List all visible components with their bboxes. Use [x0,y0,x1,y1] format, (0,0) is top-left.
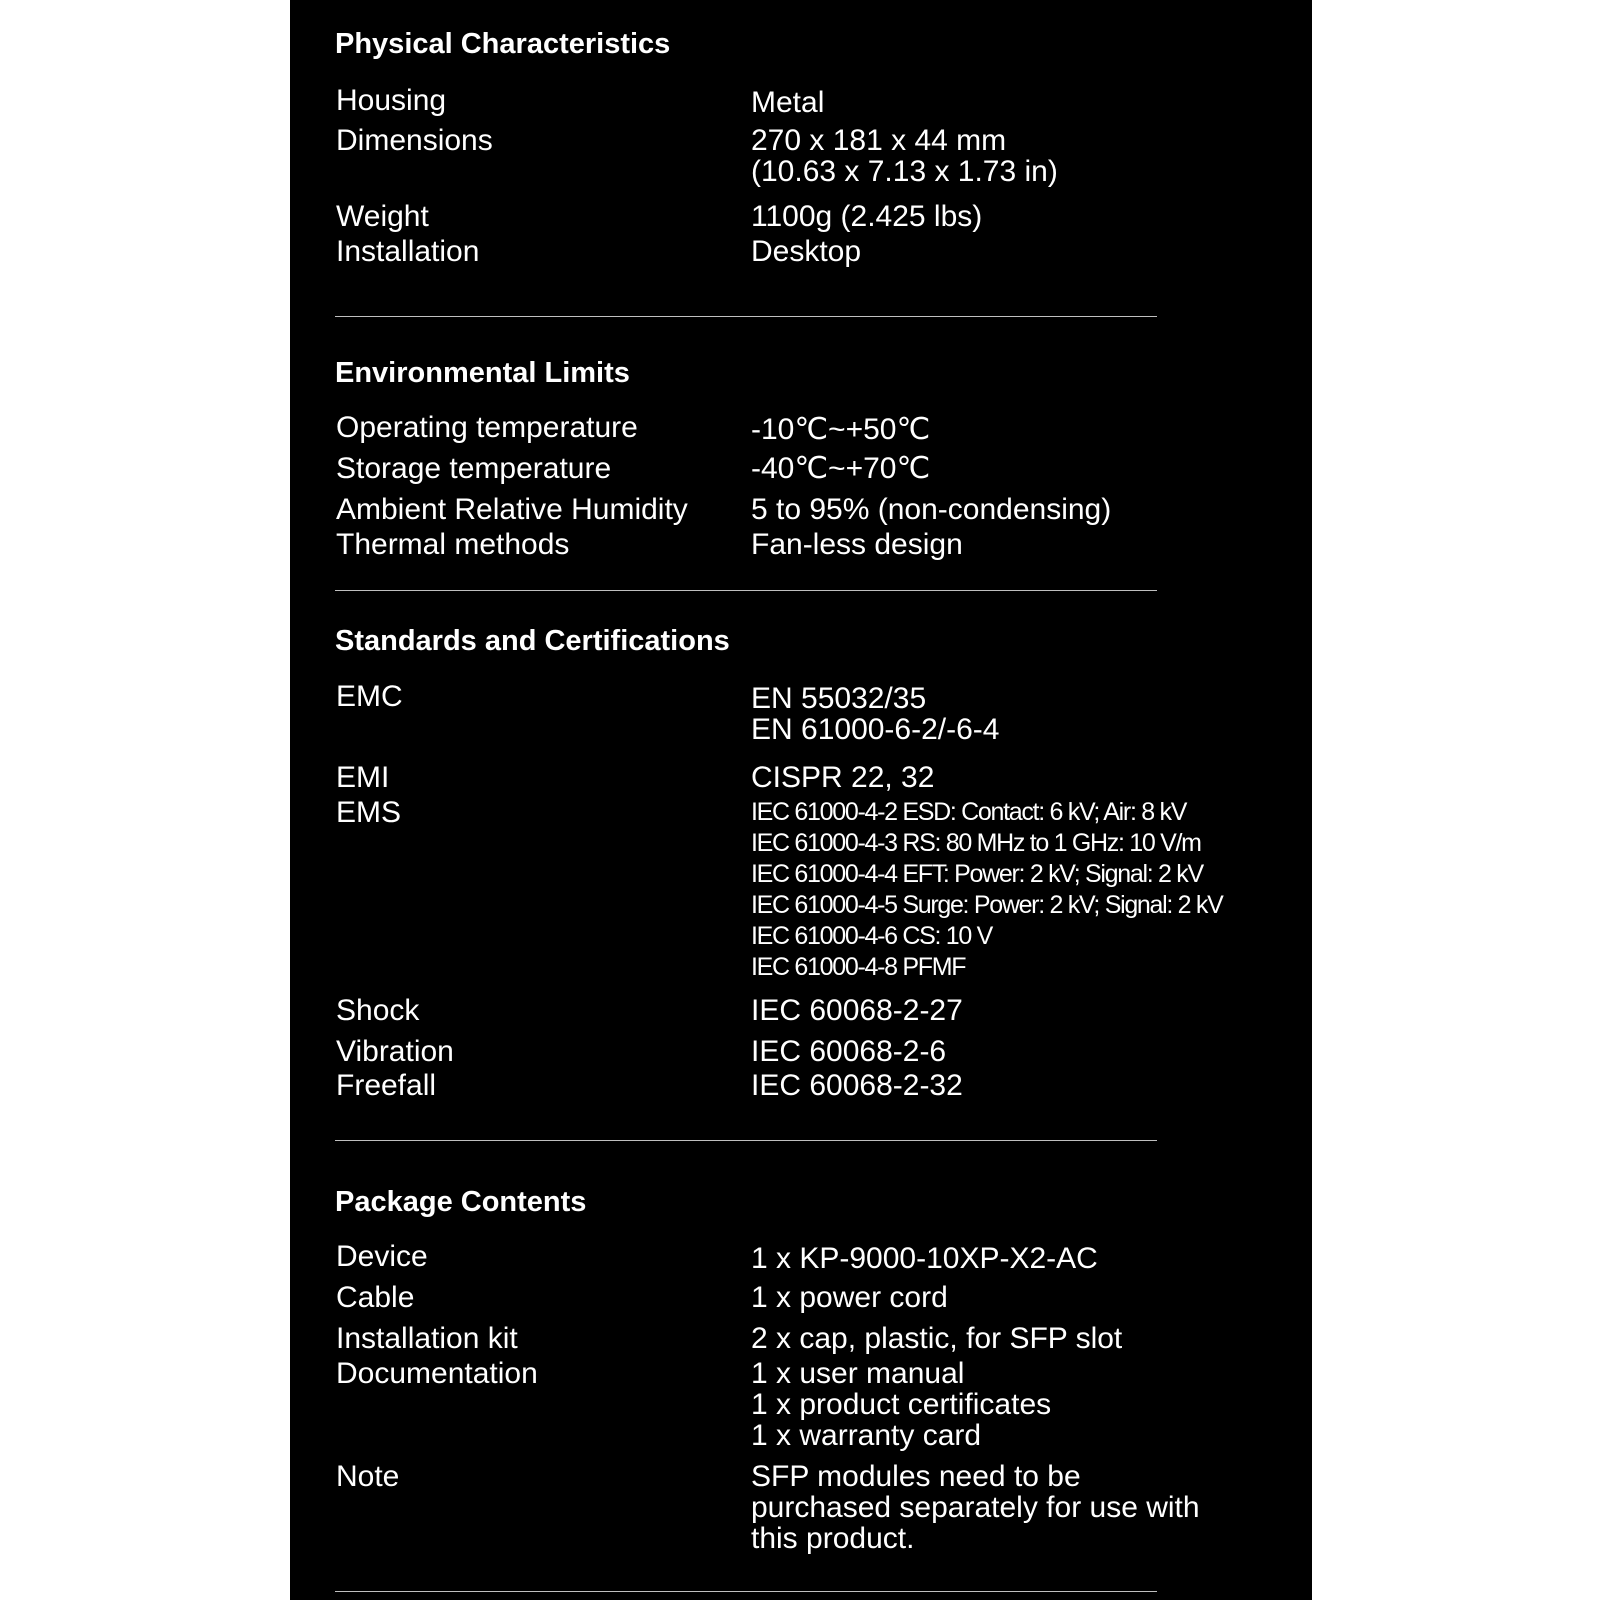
spec-label-cable: Cable [336,1281,415,1314]
section-divider [335,1140,1157,1141]
spec-label-ambient-humidity: Ambient Relative Humidity [336,493,688,526]
spec-value-dimensions-metric: 270 x 181 x 44 mm [751,124,1007,157]
spec-value-device: 1 x KP-9000-10XP-X2-AC [751,1242,1098,1275]
spec-label-freefall: Freefall [336,1069,437,1102]
spec-label-shock: Shock [336,994,420,1027]
spec-value-documentation-line-2: 1 x product certificates [751,1388,1052,1421]
section-title: Environmental Limits [335,357,630,389]
spec-label-installation: Installation [336,235,480,268]
spec-label-dimensions: Dimensions [336,124,493,157]
spec-label-storage-temperature: Storage temperature [336,452,612,485]
spec-value-ems-line-3: IEC 61000-4-4 EFT: Power: 2 kV; Signal: 2 kV [751,860,1203,888]
spec-value-installation: Desktop [751,235,862,268]
spec-value-operating-temperature: -10℃~+50℃ [751,413,931,446]
section-divider [335,1591,1157,1592]
spec-value-vibration: IEC 60068-2-6 [751,1035,947,1068]
spec-value-ems-line-5: IEC 61000-4-6 CS: 10 V [751,922,992,950]
section-title: Physical Characteristics [335,28,671,60]
spec-label-weight: Weight [336,200,429,233]
spec-value-note-line-1: SFP modules need to be [751,1460,1081,1493]
spec-value-thermal-methods: Fan-less design [751,528,963,561]
spec-label-thermal-methods: Thermal methods [336,528,570,561]
section-divider [335,316,1157,317]
spec-value-note-line-3: this product. [751,1522,915,1555]
spec-label-device: Device [336,1240,428,1273]
spec-label-operating-temperature: Operating temperature [336,411,638,444]
spec-value-documentation-line-1: 1 x user manual [751,1357,965,1390]
spec-value-emc-line-2: EN 61000-6-2/-6-4 [751,713,1000,746]
spec-label-note: Note [336,1460,400,1493]
spec-value-ambient-humidity: 5 to 95% (non-condensing) [751,493,1112,526]
spec-label-vibration: Vibration [336,1035,454,1068]
spec-value-documentation-line-3: 1 x warranty card [751,1419,982,1452]
spec-value-shock: IEC 60068-2-27 [751,994,963,1027]
spec-label-installation-kit: Installation kit [336,1322,518,1355]
spec-value-storage-temperature: -40℃~+70℃ [751,452,931,485]
spec-label-emc: EMC [336,680,403,713]
spec-value-note-line-2: purchased separately for use with [751,1491,1200,1524]
spec-value-housing: Metal [751,86,825,119]
spec-value-ems-line-2: IEC 61000-4-3 RS: 80 MHz to 1 GHz: 10 V/m [751,829,1201,857]
spec-label-housing: Housing [336,84,447,117]
spec-value-dimensions-imperial: (10.63 x 7.13 x 1.73 in) [751,155,1058,188]
spec-value-freefall: IEC 60068-2-32 [751,1069,963,1102]
spec-label-documentation: Documentation [336,1357,538,1390]
section-title: Standards and Certifications [335,625,730,657]
spec-value-ems-line-4: IEC 61000-4-5 Surge: Power: 2 kV; Signal: 2 kV [751,891,1223,919]
spec-label-ems: EMS [336,796,402,829]
spec-label-emi: EMI [336,761,390,794]
spec-value-emi: CISPR 22, 32 [751,761,935,794]
spec-value-weight: 1100g (2.425 lbs) [751,200,983,233]
spec-value-emc-line-1: EN 55032/35 [751,682,927,715]
spec-value-cable: 1 x power cord [751,1281,948,1314]
spec-value-ems-line-6: IEC 61000-4-8 PFMF [751,953,966,981]
spec-value-ems-line-1: IEC 61000-4-2 ESD: Contact: 6 kV; Air: 8 kV [751,798,1187,826]
spec-value-installation-kit: 2 x cap, plastic, for SFP slot [751,1322,1123,1355]
spec-sheet-panel [290,0,1312,1600]
section-divider [335,590,1157,591]
section-title: Package Contents [335,1186,587,1218]
